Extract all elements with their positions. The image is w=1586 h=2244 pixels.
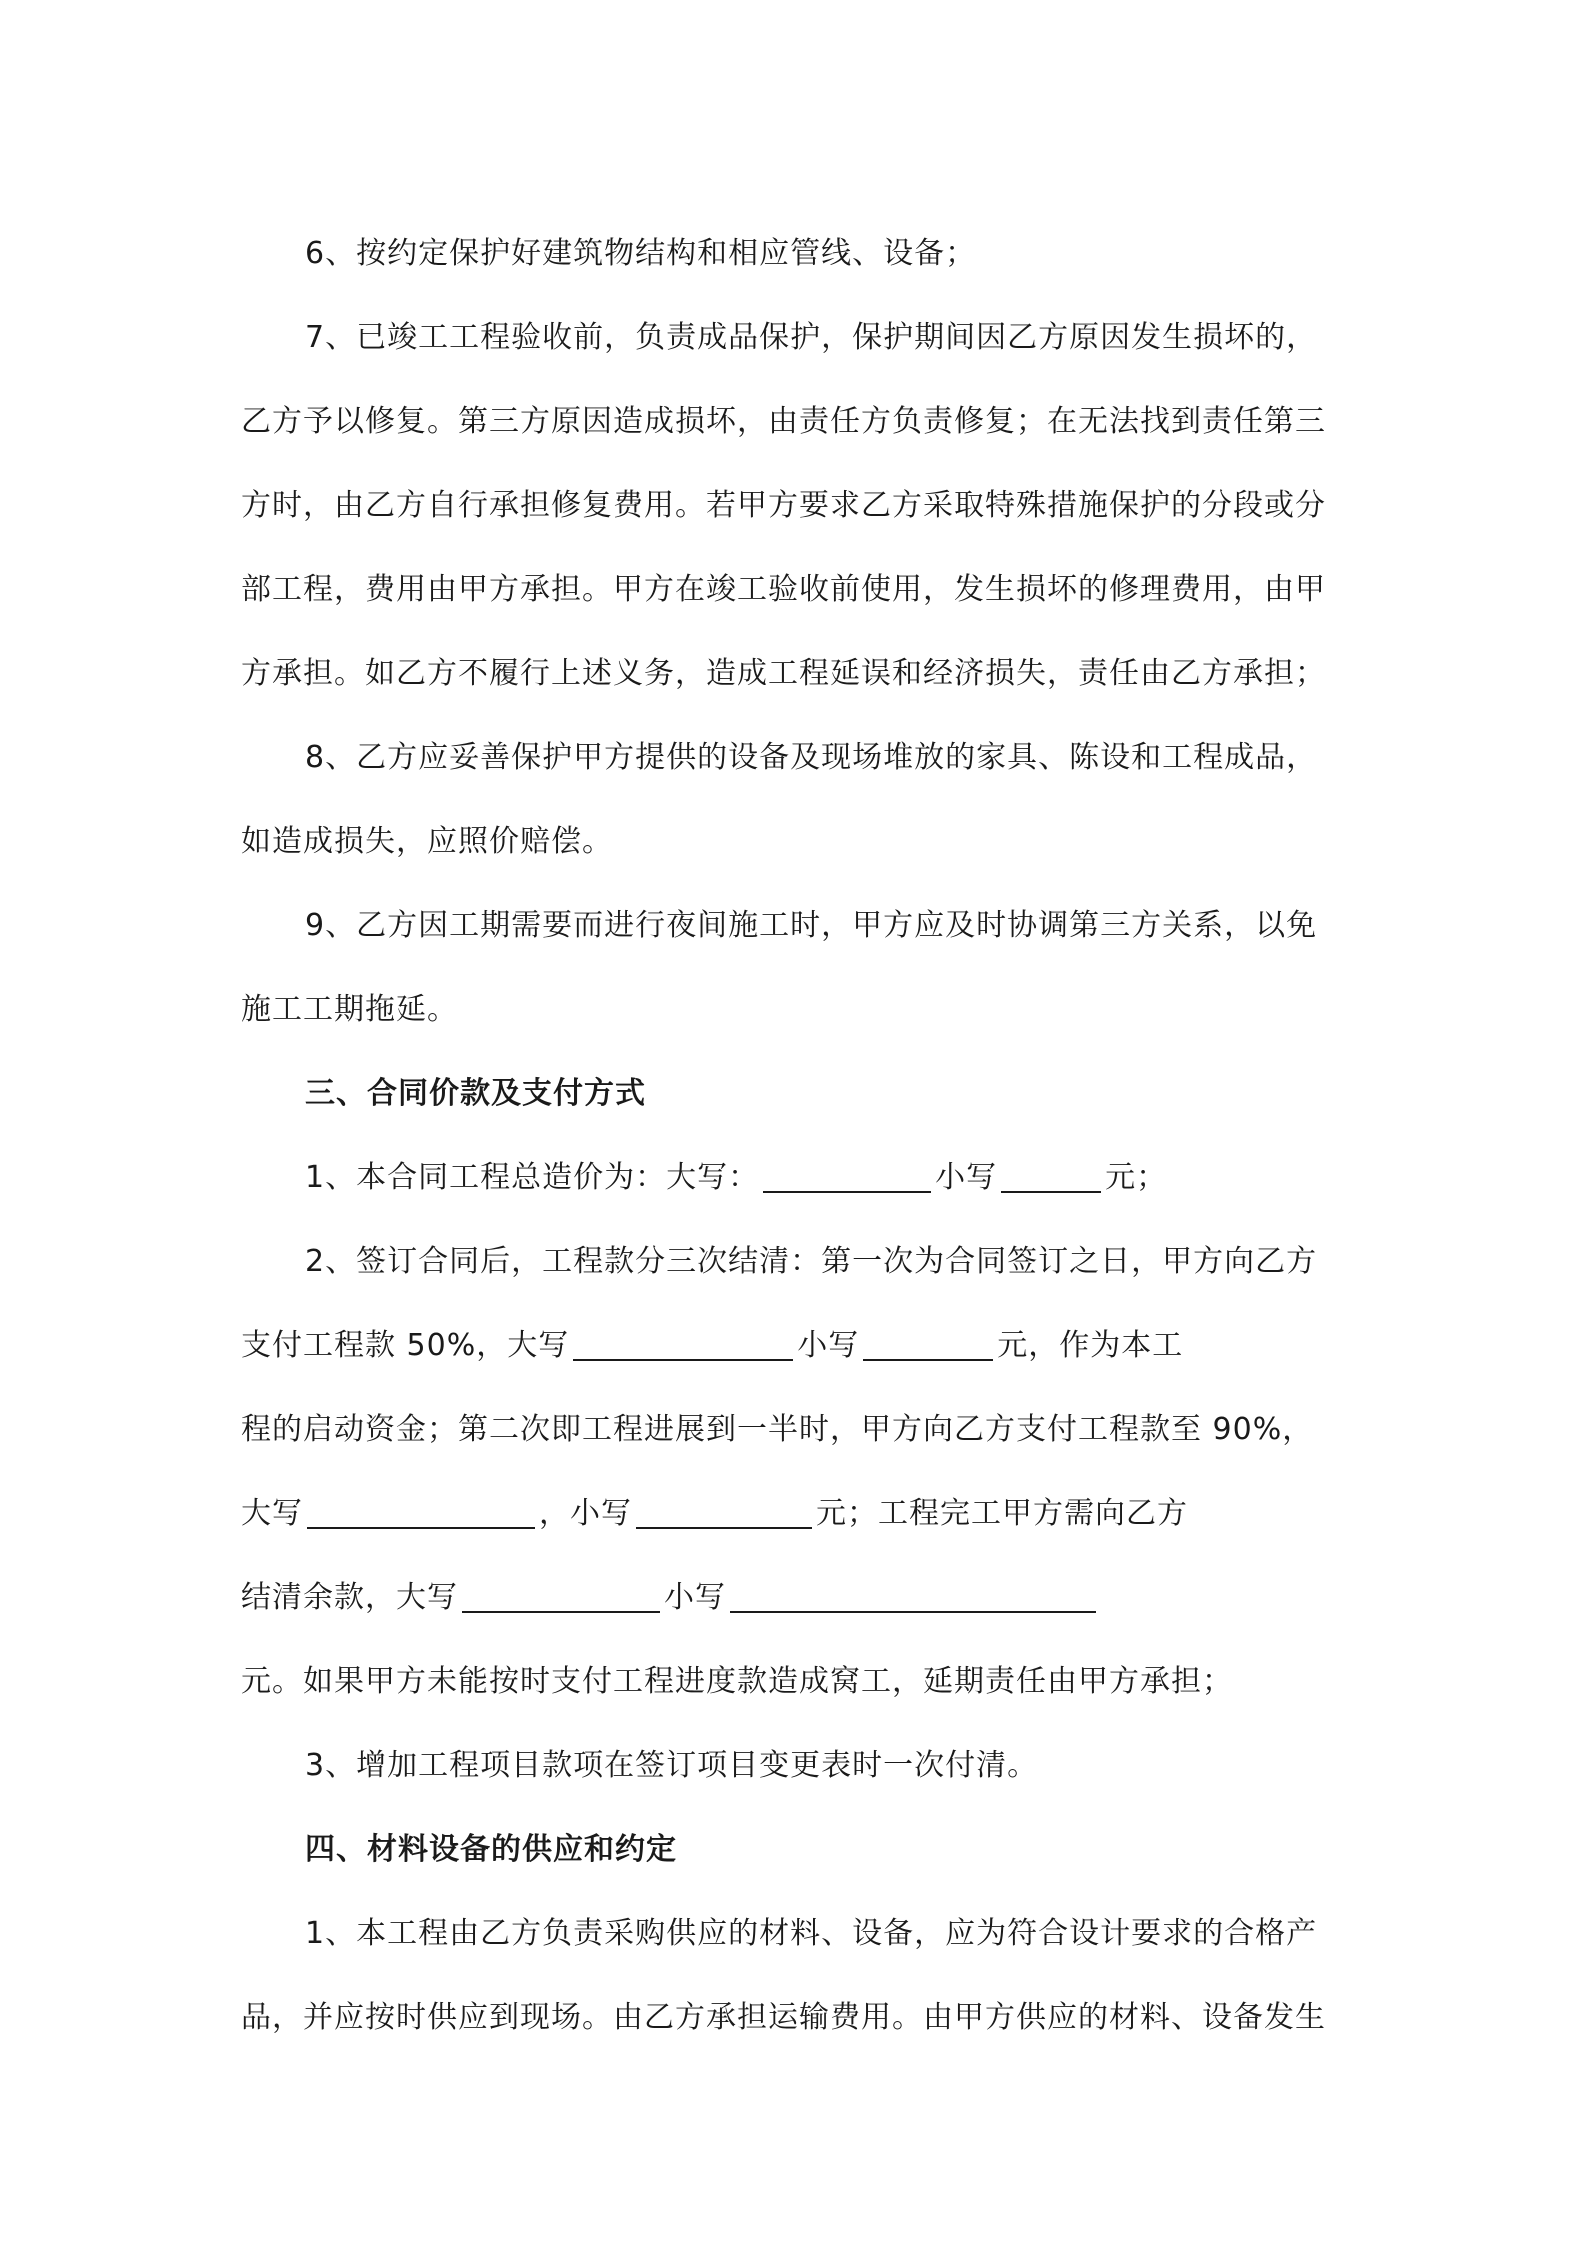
payment-total-label: 1、本合同工程总造价为：大写： (305, 1160, 760, 1195)
payment-schedule-line-5 (241, 1556, 1356, 1640)
clause-8-line-1: 8、乙方应妥善保护甲方提供的设备及现场堆放的家具、陈设和工程成品， (305, 740, 1318, 775)
payment-schedule-line-1: 2、签订合同后，工程款分三次结清：第一次为合同签订之日，甲方向乙方 (305, 1244, 1318, 1279)
payment-schedule-line-6: 元。如果甲方未能按时支付工程进度款造成窝工，延期责任由甲方承担； (241, 1664, 1233, 1699)
payment-schedule (241, 1220, 1356, 1724)
materials-clause-1 (241, 1892, 1356, 2060)
clause-9 (241, 884, 1356, 1052)
first-payment-uppercase-field[interactable] (573, 1325, 793, 1361)
payment-total-unit: 元； (1105, 1160, 1168, 1195)
clause-7-line-1: 7、已竣工工程验收前，负责成品保护，保护期间因乙方原因发生损坏的， (305, 320, 1318, 355)
materials-clause-1-line-1: 1、本工程由乙方负责采购供应的材料、设备，应为符合设计要求的合格产 (305, 1916, 1318, 1951)
clause-7-line-3: 方时，由乙方自行承担修复费用。若甲方要求乙方采取特殊措施保护的分段或分 (241, 488, 1326, 523)
document-body (241, 212, 1356, 2060)
clause-9-line-2: 施工工期拖延。 (241, 992, 458, 1027)
first-payment-lowercase-field[interactable] (863, 1325, 993, 1361)
second-payment-label: 大写 (241, 1496, 303, 1531)
materials-clause-1-line-2: 品，并应按时供应到现场。由乙方承担运输费用。由甲方供应的材料、设备发生 (241, 2000, 1326, 2035)
payment-schedule-line-3: 程的启动资金；第二次即工程进展到一半时，甲方向乙方支付工程款至 90%， (241, 1412, 1314, 1447)
clause-7-line-5: 方承担。如乙方不履行上述义务，造成工程延误和经济损失，责任由乙方承担； (241, 656, 1326, 691)
second-payment-lowercase-field[interactable] (636, 1493, 812, 1529)
payment-schedule-line-2 (241, 1304, 1356, 1388)
clause-7 (241, 296, 1356, 716)
clause-6: 6、按约定保护好建筑物结构和相应管线、设备； (305, 236, 977, 271)
payment-total-small-label: 小写 (935, 1160, 998, 1195)
second-payment-uppercase-field[interactable] (307, 1493, 535, 1529)
first-payment-small-label: 小写 (797, 1328, 860, 1363)
clause-9-line-1: 9、乙方因工期需要而进行夜间施工时，甲方应及时协调第三方关系，以免 (305, 908, 1318, 943)
total-price-uppercase-field[interactable] (763, 1157, 931, 1193)
final-payment-label: 结清余款，大写 (241, 1580, 458, 1615)
clause-8-line-2: 如造成损失，应照价赔偿。 (241, 824, 613, 859)
section-4-heading: 四、材料设备的供应和约定 (305, 1832, 677, 1867)
payment-total-line (241, 1136, 1356, 1220)
payment-schedule-line-4 (241, 1472, 1356, 1556)
final-payment-uppercase-field[interactable] (462, 1577, 660, 1613)
second-payment-suffix: 元；工程完工甲方需向乙方 (816, 1496, 1188, 1531)
first-payment-label: 支付工程款 50%，大写 (241, 1328, 570, 1363)
final-payment-small-label: 小写 (664, 1580, 726, 1615)
section-3-heading: 三、合同价款及支付方式 (305, 1076, 646, 1111)
first-payment-suffix: 元，作为本工 (997, 1328, 1184, 1363)
additional-works-payment: 3、增加工程项目款项在签订项目变更表时一次付清。 (305, 1748, 1039, 1783)
second-payment-small-label: ，小写 (539, 1496, 632, 1531)
clause-7-line-4: 部工程，费用由甲方承担。甲方在竣工验收前使用，发生损坏的修理费用，由甲 (241, 572, 1326, 607)
clause-7-line-2: 乙方予以修复。第三方原因造成损坏，由责任方负责修复；在无法找到责任第三 (241, 404, 1326, 439)
final-payment-lowercase-field[interactable] (730, 1577, 1096, 1613)
clause-8 (241, 716, 1356, 884)
total-price-lowercase-field[interactable] (1001, 1157, 1101, 1193)
